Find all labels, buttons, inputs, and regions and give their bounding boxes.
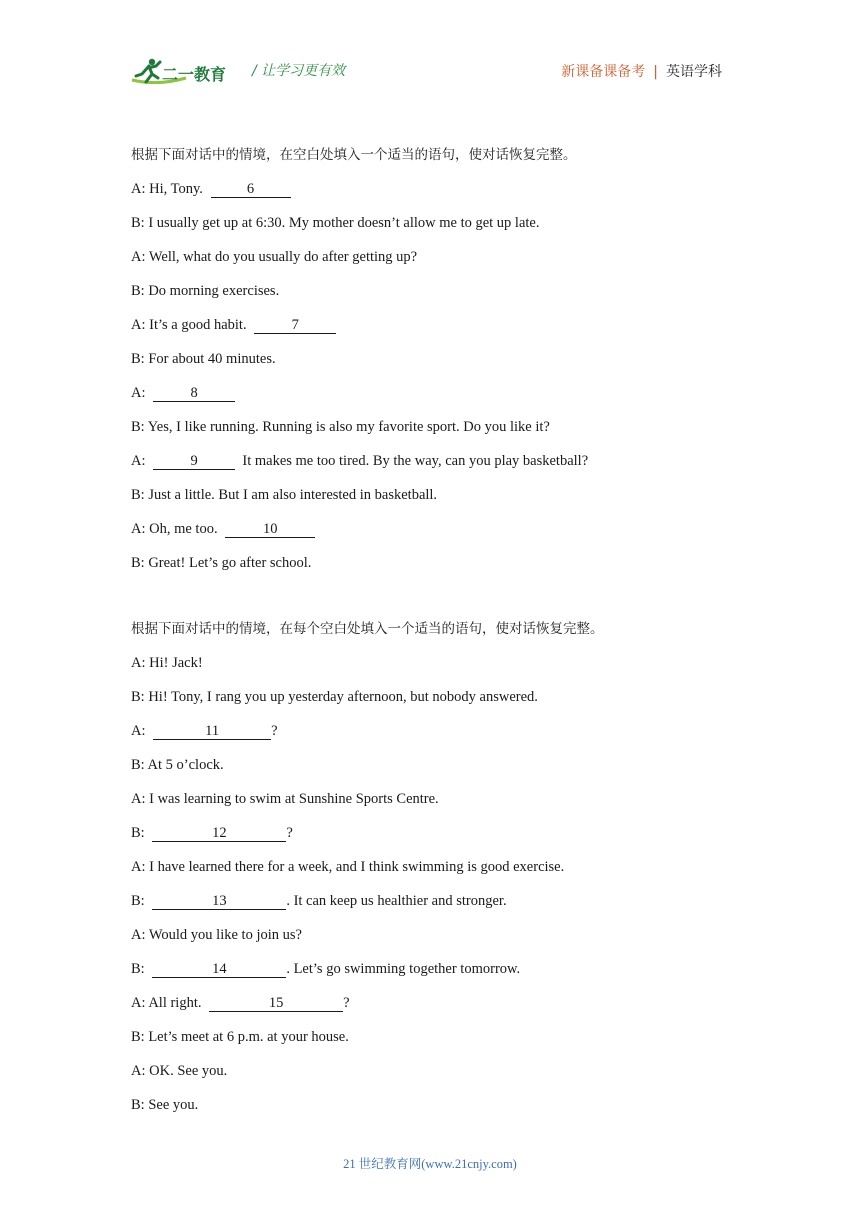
brand-label: 新课备课备考: [561, 64, 646, 80]
answer-blank-15[interactable]: 15: [209, 996, 343, 1012]
dialogue-text-after-blank: ?: [343, 995, 350, 1011]
dialogue-line: [131, 722, 751, 756]
dialogue-line: [131, 994, 751, 1028]
dialogue-text-after-blank: ?: [286, 825, 293, 841]
logo-text: 二一教育: [162, 65, 227, 84]
dialogue-text: A: Hi, Tony.: [131, 181, 207, 197]
page-footer: 21 世纪教育网(www.21cnjy.com): [343, 1157, 517, 1171]
dialogue-text: A: I have learned there for a week, and I think swimming is good exercise.: [131, 859, 565, 875]
dialogue-text: A: Would you like to join us?: [131, 927, 302, 943]
dialogue-text: B:: [131, 893, 149, 909]
dialogue-text: B: Yes, I like running. Running is also my favorite sport. Do you like it?: [131, 419, 550, 435]
dialogue-text: A: Oh, me too.: [131, 521, 222, 537]
dialogue-line: [131, 1062, 751, 1096]
dialogue-line: [131, 350, 751, 384]
dialogue-line: [131, 452, 751, 486]
dialogue-text: B: For about 40 minutes.: [131, 351, 276, 367]
answer-blank-13[interactable]: 13: [152, 894, 286, 910]
dialogue-line: [131, 688, 751, 722]
dialogue-text: A: I was learning to swim at Sunshine Sports Centre.: [131, 791, 439, 807]
section-gap: [131, 588, 751, 620]
slogan: / 让学习更有效: [252, 63, 346, 79]
dialogue-text: B: Do morning exercises.: [131, 283, 280, 299]
dialogue-text: A:: [131, 453, 150, 469]
dialogue-line: [131, 824, 751, 858]
dialogue-line: [131, 654, 751, 688]
subject-label: 英语学科: [666, 64, 722, 80]
dialogue-text: B: See you.: [131, 1097, 199, 1113]
answer-blank-7[interactable]: 7: [254, 318, 336, 334]
dialogue-text: B: Hi! Tony, I rang you up yesterday afternoon, but nobody answered.: [131, 689, 538, 705]
dialogue-text-after-blank: ?: [271, 723, 278, 739]
dialogue-line: [131, 790, 751, 824]
exercise-content: [131, 146, 751, 1130]
dialogue-text: A:: [131, 723, 150, 739]
dialogue-text: A: OK. See you.: [131, 1063, 228, 1079]
dialogue-text: B: At 5 o’clock.: [131, 757, 224, 773]
header-separator: |: [653, 64, 658, 80]
dialogue-line: [131, 926, 751, 960]
page-header: [0, 0, 860, 100]
section-1: [131, 146, 751, 588]
dialogue-line: [131, 756, 751, 790]
dialogue-line: [131, 214, 751, 248]
dialogue-text: A: All right.: [131, 995, 206, 1011]
answer-blank-6[interactable]: 6: [211, 182, 291, 198]
header-right: [561, 61, 722, 81]
answer-blank-10[interactable]: 10: [225, 522, 315, 538]
dialogue-line: [131, 316, 751, 350]
answer-blank-12[interactable]: 12: [152, 826, 286, 842]
dialogue-text: A: It’s a good habit.: [131, 317, 251, 333]
section-2: [131, 620, 751, 1130]
dialogue-text-after-blank: . It can keep us healthier and stronger.: [286, 893, 507, 909]
instruction-text: 根据下面对话中的情境，在空白处填入一个适当的语句，使对话恢复完整。: [131, 147, 577, 163]
answer-blank-14[interactable]: 14: [152, 962, 286, 978]
dialogue-text-after-blank: It makes me too tired. By the way, can you play basketball?: [235, 453, 589, 469]
dialogue-text-after-blank: . Let’s go swimming together tomorrow.: [286, 961, 521, 977]
dialogue-line: [131, 248, 751, 282]
answer-blank-9[interactable]: 9: [153, 454, 235, 470]
dialogue-text: B: Let’s meet at 6 p.m. at your house.: [131, 1029, 349, 1045]
dialogue-line: [131, 384, 751, 418]
instruction-text: 根据下面对话中的情境，在每个空白处填入一个适当的语句，使对话恢复完整。: [131, 621, 604, 637]
dialogue-line: [131, 892, 751, 926]
logo-icon: [128, 56, 238, 88]
dialogue-line: [131, 486, 751, 520]
dialogue-line: [131, 520, 751, 554]
dialogue-text: B:: [131, 961, 149, 977]
dialogue-line: [131, 1028, 751, 1062]
dialogue-line: [131, 282, 751, 316]
dialogue-line: [131, 858, 751, 892]
dialogue-text: A:: [131, 385, 150, 401]
answer-blank-11[interactable]: 11: [153, 724, 271, 740]
dialogue-text: B: Great! Let’s go after school.: [131, 555, 312, 571]
dialogue-line: [131, 418, 751, 452]
dialogue-line: [131, 554, 751, 588]
dialogue-line: [131, 180, 751, 214]
dialogue-line: [131, 1096, 751, 1130]
dialogue-text: B: I usually get up at 6:30. My mother doesn’t allow me to get up late.: [131, 215, 540, 231]
dialogue-text: A: Hi! Jack!: [131, 655, 203, 671]
dialogue-line: [131, 960, 751, 994]
dialogue-text: B: Just a little. But I am also interested in basketball.: [131, 487, 438, 503]
dialogue-text: A: Well, what do you usually do after getting up?: [131, 249, 418, 265]
answer-blank-8[interactable]: 8: [153, 386, 235, 402]
dialogue-text: B:: [131, 825, 149, 841]
